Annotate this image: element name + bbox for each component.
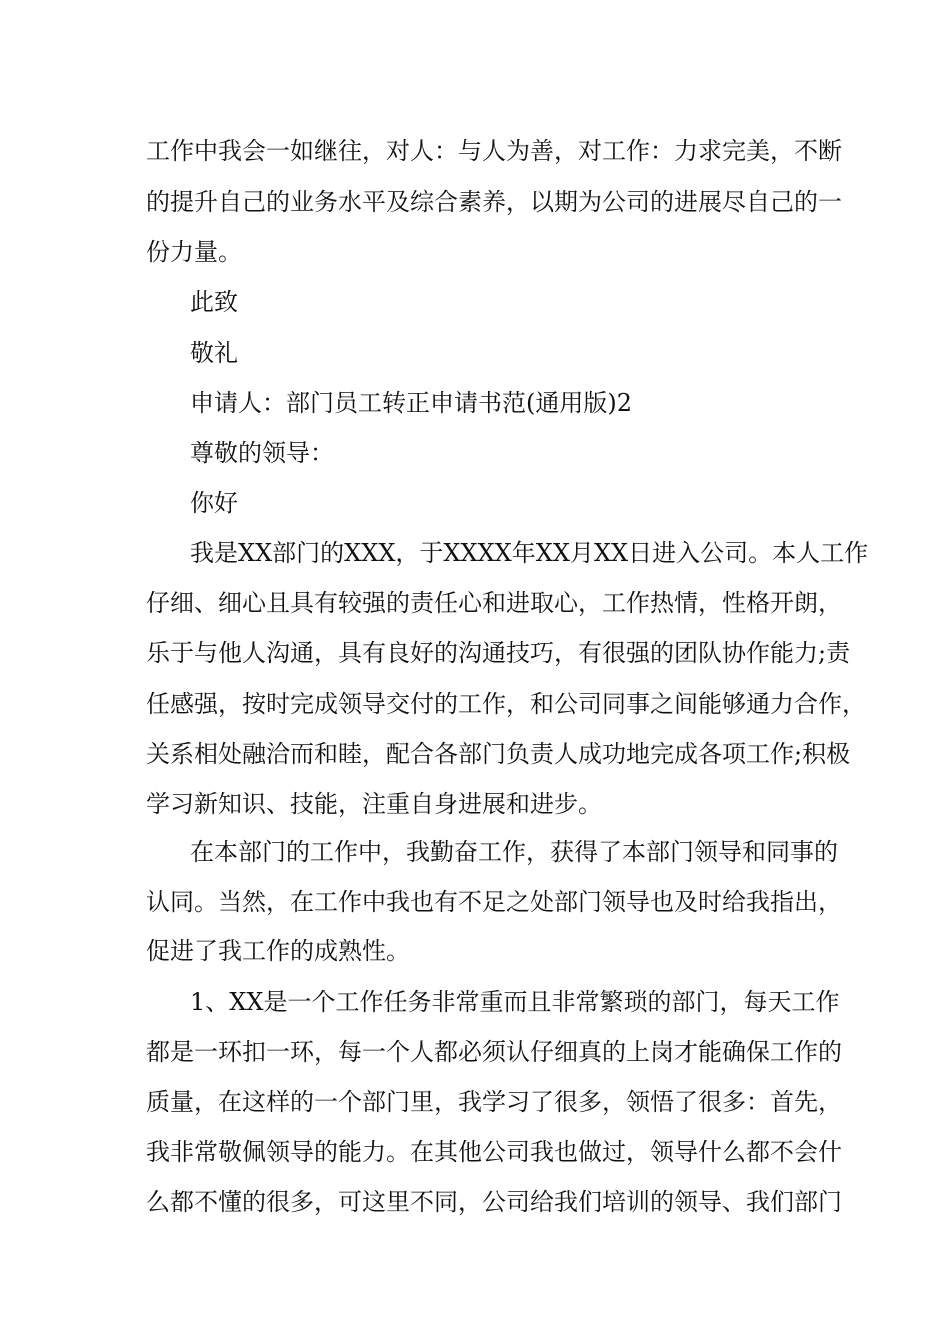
closing-salutation: 此致 [190, 288, 238, 316]
body-text-line: 认同。当然，在工作中我也有不足之处部门领导也及时给我指出， [146, 888, 842, 916]
hello-line: 你好 [190, 489, 238, 517]
body-text-line: 么都不懂的很多，可这里不同，公司给我们培训的领导、我们部门 [146, 1188, 842, 1216]
paragraph-first-line: 1、XX是一个工作任务非常重而且非常繁琐的部门，每天工作 [190, 988, 840, 1016]
greeting-line: 尊敬的领导： [190, 439, 334, 467]
closing-regards: 敬礼 [190, 339, 238, 367]
paragraph-first-line: 我是XX部门的XXX，于XXXX年XX月XX日进入公司。本人工作 [190, 539, 869, 567]
body-text-line: 份力量。 [146, 238, 242, 266]
paragraph-first-line: 在本部门的工作中，我勤奋工作，获得了本部门领导和同事的 [190, 838, 838, 866]
body-text-line: 任感强，按时完成领导交付的工作，和公司同事之间能够通力合作， [146, 690, 866, 718]
body-text-line: 学习新知识、技能，注重自身进展和进步。 [146, 790, 602, 818]
body-text-line: 促进了我工作的成熟性。 [146, 937, 410, 965]
body-text-line: 工作中我会一如继往，对人：与人为善，对工作：力求完美，不断 [146, 137, 842, 165]
body-text-line: 关系相处融洽而和睦，配合各部门负责人成功地完成各项工作;积极 [146, 740, 851, 768]
body-text-line: 乐于与他人沟通，具有良好的沟通技巧，有很强的团队协作能力;责 [146, 639, 851, 667]
body-text-line: 我非常敬佩领导的能力。在其他公司我也做过，领导什么都不会什 [146, 1138, 842, 1166]
applicant-line: 申请人：部门员工转正申请书范(通用版)2 [190, 389, 632, 417]
body-text-line: 仔细、细心且具有较强的责任心和进取心，工作热情，性格开朗， [146, 589, 842, 617]
body-text-line: 都是一环扣一环，每一个人都必须认仔细真的上岗才能确保工作的 [146, 1038, 842, 1066]
body-text-line: 的提升自己的业务水平及综合素养，以期为公司的进展尽自己的一 [146, 188, 842, 216]
body-text-line: 质量，在这样的一个部门里，我学习了很多，领悟了很多：首先， [146, 1088, 842, 1116]
